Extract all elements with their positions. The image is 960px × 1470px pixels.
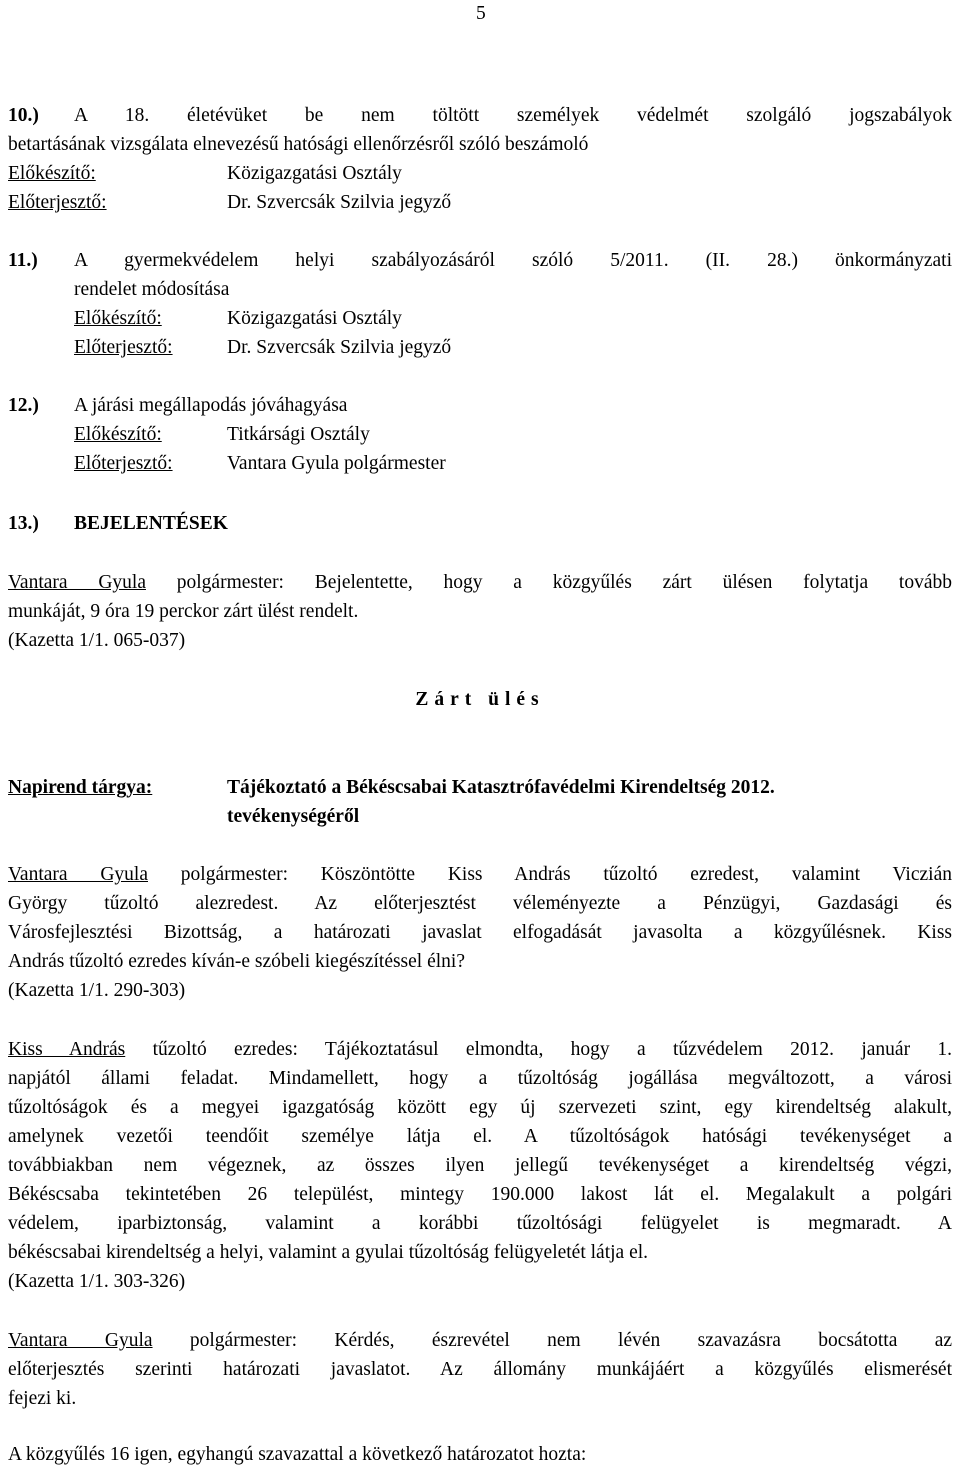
item-title-cont: rendelet módosítása: [74, 279, 230, 300]
presenter-label: Előterjesztő:: [8, 192, 107, 213]
item-number: 12.): [8, 395, 39, 416]
mayor-paragraph-2: [8, 1326, 952, 1413]
preparer-value: Titkársági Osztály: [227, 424, 370, 445]
text-line: András tűzoltó ezredes kíván-e szóbeli kiegészítéssel élni?: [8, 951, 465, 972]
presenter-label: Előterjesztő:: [74, 453, 173, 474]
text-line: fejezi ki.: [8, 1388, 77, 1409]
item-11-continued: [74, 275, 952, 362]
closed-session-title: Zárt ülés: [415, 689, 545, 710]
text-line: György tűzoltó alezredest. Az előterjesztést véleményezte a Pénzügyi, Gazdasági és: [8, 893, 952, 914]
presenter-label: Előterjesztő:: [74, 337, 173, 358]
vote-text: A közgyűlés 16 igen, egyhangú szavazattal a következő határozatot hozta:: [8, 1444, 587, 1465]
preparer-label: Előkészítő:: [8, 163, 96, 184]
item-number: 11.): [8, 250, 38, 271]
mayor-paragraph-1: [8, 860, 952, 1005]
item-10-continued: [8, 130, 952, 217]
speaker-name: Vantara Gyula: [8, 572, 146, 593]
text-line: tűzoltó ezredes: Tájékoztatásul elmondta, hogy a tűzvédelem 2012. január 1.: [125, 1039, 953, 1060]
text-line: polgármester: Köszöntötte Kiss András tűzoltó ezredest, valamint Viczián: [148, 864, 952, 885]
preparer-label: Előkészítő:: [74, 308, 162, 329]
presenter-value: Vantara Gyula polgármester: [227, 453, 446, 474]
text-line: továbbiakban nem végeznek, az összes ilyen jellegű tevékenységet a kirendeltség végzi,: [8, 1155, 952, 1176]
presenter-value: Dr. Szvercsák Szilvia jegyző: [227, 192, 452, 213]
item-title: A járási megállapodás jóváhagyása: [74, 395, 348, 416]
item-title: A 18. életévüket be nem töltött személyek védelmét szolgáló jogszabályok: [74, 105, 952, 126]
text-line: polgármester: Bejelentette, hogy a közgyűlés zárt ülésen folytatja tovább: [145, 572, 953, 593]
preparer-value: Közigazgatási Osztály: [227, 308, 402, 329]
tape-reference: (Kazetta 1/1. 065-037): [8, 630, 186, 651]
agenda-title: Tájékoztató a Békéscsabai Katasztrófavédelmi Kirendeltség 2012.: [227, 777, 775, 798]
text-line: Békéscsaba tekintetében 26 települést, mintegy 190.000 lakost lát el. Megalakult a polgári: [8, 1184, 952, 1205]
agenda-label: Napirend tárgya:: [8, 777, 153, 798]
text-line: polgármester: Kérdés, észrevétel nem lévén szavazásra bocsátotta az: [152, 1330, 953, 1351]
agenda-item-10: [8, 101, 952, 130]
item-title: A gyermekvédelem helyi szabályozásáról szóló 5/2011. (II. 28.) önkormányzati: [74, 250, 952, 271]
item-number: 13.): [8, 513, 39, 534]
preparer-label: Előkészítő:: [74, 424, 162, 445]
text-line: békéscsabai kirendeltség a helyi, valamint a gyulai tűzoltóság felügyeletét látja el.: [8, 1242, 649, 1263]
vote-statement: [8, 1440, 952, 1469]
page-number: 5: [476, 3, 486, 24]
agenda-item-13: [8, 509, 952, 538]
kiss-andras-paragraph: [8, 1035, 952, 1296]
text-line: védelem, iparbiztonság, valamint a korábbi tűzoltósági felügyelet is megmaradt. A: [8, 1213, 952, 1234]
text-line: előterjesztés szerinti határozati javaslatot. Az állomány munkájáért a közgyűlés elismerését: [8, 1359, 952, 1380]
agenda-item-12: [8, 391, 952, 478]
announcement-paragraph: [8, 568, 952, 655]
speaker-name: Vantara Gyula: [8, 1330, 153, 1351]
tape-reference: (Kazetta 1/1. 290-303): [8, 980, 186, 1001]
tape-reference: (Kazetta 1/1. 303-326): [8, 1271, 186, 1292]
text-line: Városfejlesztési Bizottság, a határozati javaslat elfogadását javasolta a közgyűlésnek. Kiss: [8, 922, 952, 943]
agenda-title-cont: tevékenységéről: [227, 806, 360, 827]
item-title-cont: betartásának vizsgálata elnevezésű hatósági ellenőrzésről szóló beszámoló: [8, 134, 589, 155]
text-line: amelynek vezetői teendőit személye látja el. A tűzoltóságok hatósági tevékenységet a: [8, 1126, 952, 1147]
item-number: 10.): [8, 105, 39, 126]
text-line: tűzoltóságok és a megyei igazgatóság között egy új szervezeti szint, egy kirendeltség alakult,: [8, 1097, 952, 1118]
speaker-name: Vantara Gyula: [8, 864, 148, 885]
text-line: napjától állami feladat. Mindamellett, hogy a tűzoltóság jogállása megváltozott, a városi: [8, 1068, 952, 1089]
closed-session-heading: [8, 685, 952, 714]
speaker-name: Kiss András: [8, 1039, 126, 1060]
agenda-item-11: [8, 246, 952, 275]
agenda-topic: [8, 773, 952, 831]
item-title: BEJELENTÉSEK: [74, 513, 228, 534]
preparer-value: Közigazgatási Osztály: [227, 163, 402, 184]
text-line: munkáját, 9 óra 19 perckor zárt ülést rendelt.: [8, 601, 359, 622]
presenter-value: Dr. Szvercsák Szilvia jegyző: [227, 337, 452, 358]
